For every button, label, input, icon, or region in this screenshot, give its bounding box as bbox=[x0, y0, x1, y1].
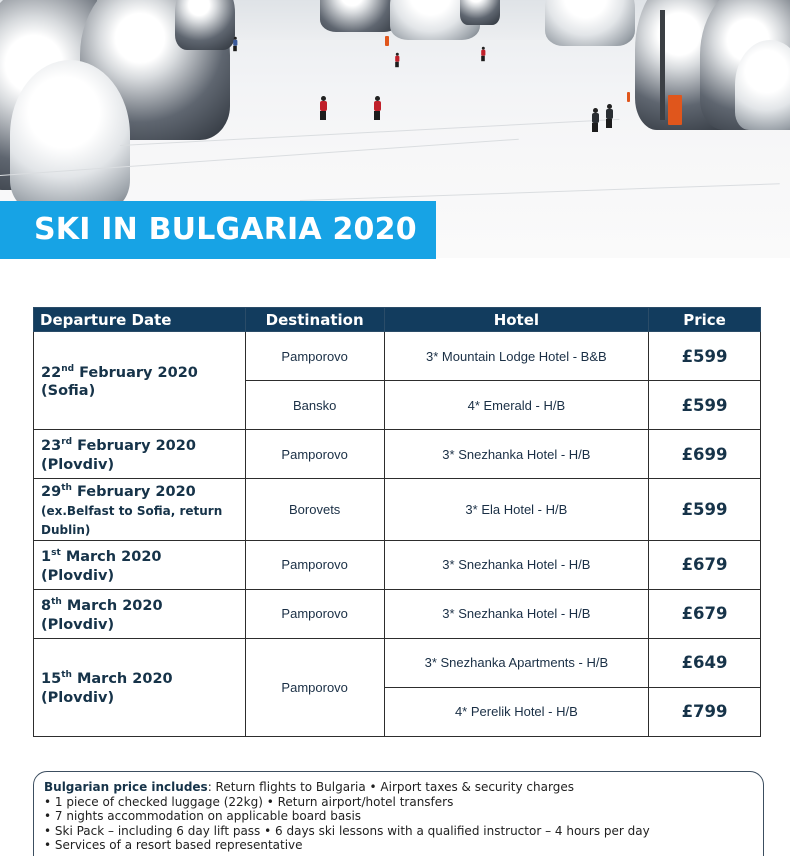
departure-date-cell bbox=[34, 332, 246, 430]
header-hotel: Hotel bbox=[384, 308, 648, 332]
departure-airport: (Sofia) bbox=[41, 383, 96, 400]
hotel-cell: 3* Mountain Lodge Hotel - B&B bbox=[384, 332, 648, 381]
date-month: March 2020 bbox=[61, 597, 163, 614]
table-row bbox=[34, 540, 761, 589]
hotel-cell: 3* Snezhanka Hotel - H/B bbox=[384, 589, 648, 638]
table-row bbox=[34, 332, 761, 381]
skier bbox=[374, 96, 380, 120]
orange-marker bbox=[385, 36, 389, 46]
date-day: 1 bbox=[41, 548, 52, 565]
departure-date-cell bbox=[34, 430, 246, 479]
price-cell: £649 bbox=[649, 638, 761, 687]
snowy-tree bbox=[320, 0, 400, 32]
date-day: 23 bbox=[41, 437, 62, 454]
date-suffix: th bbox=[51, 596, 62, 607]
includes-line: • 1 piece of checked luggage (22kg) • Return airport/hotel transfers bbox=[44, 794, 454, 809]
date-month: February 2020 bbox=[71, 483, 196, 500]
price-cell: £799 bbox=[649, 687, 761, 736]
snowy-tree bbox=[10, 60, 130, 210]
date-suffix: st bbox=[51, 547, 61, 558]
table-row bbox=[34, 479, 761, 541]
destination-cell: Pamporovo bbox=[245, 332, 384, 381]
includes-line: • Services of a resort based representative bbox=[44, 838, 303, 853]
departure-date-cell bbox=[34, 589, 246, 638]
snowy-tree bbox=[460, 0, 500, 25]
skier bbox=[592, 108, 598, 132]
departure-date-cell bbox=[34, 540, 246, 589]
date-month: February 2020 bbox=[72, 437, 196, 454]
header-price: Price bbox=[649, 308, 761, 332]
departure-airport: (Plovdiv) bbox=[41, 567, 115, 584]
snowy-tree bbox=[175, 0, 235, 50]
departures-table bbox=[33, 307, 761, 737]
price-cell: £599 bbox=[649, 381, 761, 430]
table-row bbox=[34, 430, 761, 479]
price-cell: £599 bbox=[649, 479, 761, 541]
table-row bbox=[34, 589, 761, 638]
table-header-row bbox=[34, 308, 761, 332]
hotel-cell: 3* Snezhanka Hotel - H/B bbox=[384, 540, 648, 589]
skier bbox=[395, 53, 399, 67]
price-cell: £679 bbox=[649, 540, 761, 589]
departure-airport: (Plovdiv) bbox=[41, 616, 115, 633]
date-day: 15 bbox=[41, 671, 62, 688]
orange-pad bbox=[668, 95, 682, 125]
includes-heading: Bulgarian price includes bbox=[44, 780, 208, 794]
date-day: 22 bbox=[41, 364, 62, 381]
page-title-banner: SKI IN BULGARIA 2020 bbox=[0, 201, 436, 259]
destination-cell: Pamporovo bbox=[245, 430, 384, 479]
skier bbox=[320, 96, 326, 120]
destination-cell: Pamporovo bbox=[245, 589, 384, 638]
date-month: March 2020 bbox=[60, 548, 162, 565]
departure-date-cell bbox=[34, 638, 246, 736]
includes-line bbox=[44, 780, 753, 795]
departure-airport: (Plovdiv) bbox=[41, 456, 115, 473]
price-cell: £679 bbox=[649, 589, 761, 638]
hotel-cell: 4* Emerald - H/B bbox=[384, 381, 648, 430]
date-suffix: th bbox=[61, 670, 72, 681]
price-cell: £599 bbox=[649, 332, 761, 381]
header-departure-date: Departure Date bbox=[34, 308, 246, 332]
departure-date-cell bbox=[34, 479, 246, 541]
date-day: 8 bbox=[41, 597, 52, 614]
includes-line: • Ski Pack – including 6 day lift pass • 6 days ski lessons with a qualified instructor – 4 hours per day bbox=[44, 823, 650, 838]
snowy-tree bbox=[545, 0, 635, 46]
date-suffix: nd bbox=[61, 363, 75, 374]
date-day: 29 bbox=[41, 483, 62, 500]
includes-text: : Return flights to Bulgaria • Airport taxes & security charges bbox=[207, 780, 574, 794]
skier bbox=[606, 104, 612, 128]
orange-marker bbox=[627, 92, 630, 102]
departure-airport: (Plovdiv) bbox=[41, 690, 115, 707]
lift-pole bbox=[660, 10, 665, 120]
date-suffix: th bbox=[61, 483, 72, 493]
header-destination: Destination bbox=[245, 308, 384, 332]
hotel-cell: 3* Snezhanka Hotel - H/B bbox=[384, 430, 648, 479]
price-includes-box bbox=[33, 771, 764, 856]
hotel-cell: 4* Perelik Hotel - H/B bbox=[384, 687, 648, 736]
date-month: February 2020 bbox=[74, 364, 198, 381]
destination-cell: Borovets bbox=[245, 479, 384, 541]
includes-line: • 7 nights accommodation on applicable board basis bbox=[44, 809, 362, 824]
date-month: March 2020 bbox=[71, 671, 173, 688]
price-cell: £699 bbox=[649, 430, 761, 479]
destination-cell: Pamporovo bbox=[245, 638, 384, 736]
table-row bbox=[34, 638, 761, 687]
hotel-cell: 3* Ela Hotel - H/B bbox=[384, 479, 648, 541]
skier bbox=[233, 37, 237, 51]
departure-route-note: (ex.Belfast to Sofia, return Dublin) bbox=[41, 503, 223, 537]
destination-cell: Bansko bbox=[245, 381, 384, 430]
hotel-cell: 3* Snezhanka Apartments - H/B bbox=[384, 638, 648, 687]
ski-track bbox=[300, 183, 780, 201]
destination-cell: Pamporovo bbox=[245, 540, 384, 589]
skier bbox=[481, 47, 485, 61]
date-suffix: rd bbox=[61, 437, 73, 448]
